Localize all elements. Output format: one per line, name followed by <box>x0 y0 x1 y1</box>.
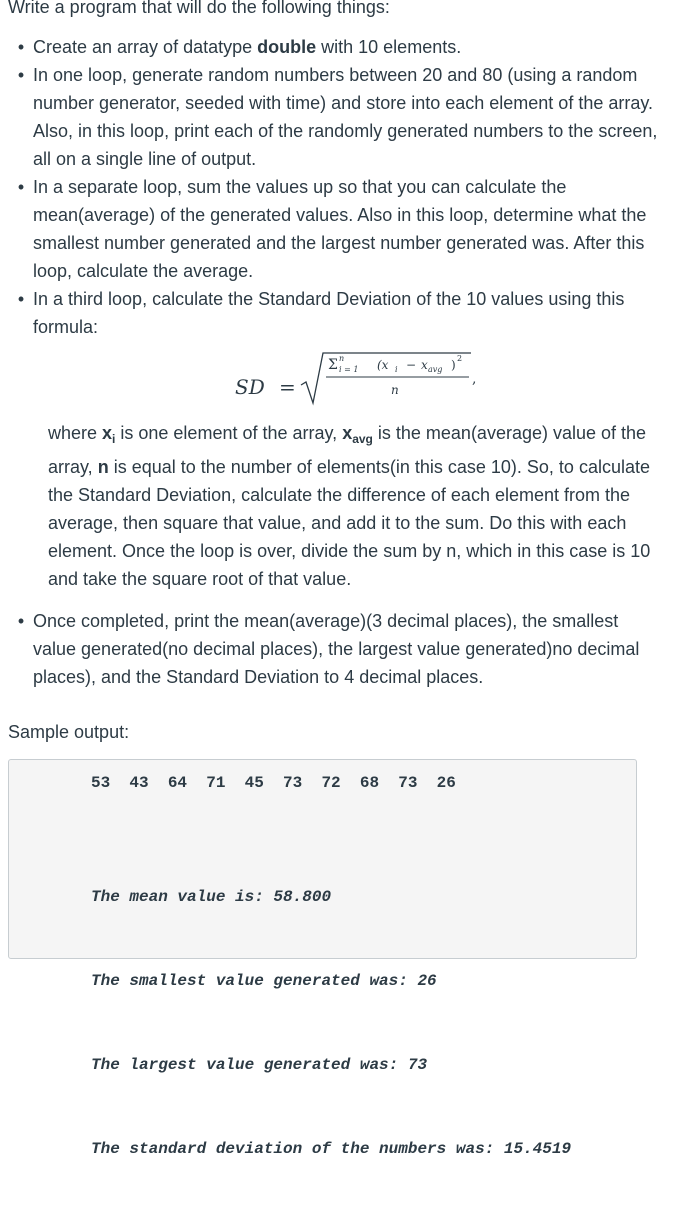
formula-lhs: SD <box>235 375 265 399</box>
sample-output-code-block <box>8 759 637 1158</box>
sum-upper-limit: n <box>339 354 345 363</box>
term-subscript: i <box>395 365 398 374</box>
bullet-icon: • <box>17 37 25 57</box>
explain-text: is the mean(average) value of the array, <box>48 423 647 477</box>
sample-output-label: Sample output: <box>8 722 130 742</box>
explain-var-xavg-subscript: avg <box>352 432 373 446</box>
sum-symbol: Σ <box>328 357 338 373</box>
term-minus: − <box>406 358 417 372</box>
output-lines <box>91 827 571 1219</box>
explain-var-xi: x <box>102 423 113 443</box>
intro-heading: Write a program that will do the following things: <box>8 0 390 17</box>
sd-formula <box>33 341 660 415</box>
formula-equals: = <box>279 375 296 399</box>
explain-var-n: n <box>97 457 109 477</box>
term-power: 2 <box>457 354 463 363</box>
explain-var-xi-subscript: i <box>112 432 116 446</box>
output-line-mean: The mean value is: 58.800 <box>91 888 332 906</box>
term-xavg-subscript: avg <box>428 365 443 374</box>
generated-numbers-line: 53 43 64 71 45 73 72 68 73 26 <box>91 774 456 792</box>
task-item <box>0 607 660 691</box>
explain-text: is equal to the number of elements(in this case 10). So, to calculate the Standard Deviation, calculate the difference of each element from the average, then square that value, and add it to the sum. Do this with each element. Once the loop is over, divide the sum by n, which in this case is 10 and take the square root of that value. <box>48 457 651 589</box>
explain-var-xavg: x <box>342 423 353 443</box>
bullet-icon: • <box>17 611 25 631</box>
task-item <box>0 285 660 593</box>
task-text: In a separate loop, sum the values up so that you can calculate the mean(average) of the generated values. Also in this loop, determine what the smallest number generated and the largest number generated was. After this loop, calculate the average. <box>33 177 647 281</box>
output-line-stddev: The standard deviation of the numbers was: 15.4519 <box>91 1140 572 1158</box>
formula-comma: , <box>472 371 477 387</box>
output-line-largest: The largest value generated was: 73 <box>91 1056 428 1074</box>
task-text: Once completed, print the mean(average)(3 decimal places), the smallest value generated(no decimal places), the largest value generated)no decimal places), and the Standard Deviation to 4 decimal places. <box>33 611 640 687</box>
task-list <box>0 33 660 691</box>
explain-text: where <box>48 423 103 443</box>
formula-denominator: n <box>391 383 399 397</box>
formula-explanation <box>48 419 660 593</box>
task-text: Create an array of datatype <box>33 37 258 57</box>
task-item <box>0 173 660 285</box>
term-close: ) <box>451 358 456 372</box>
task-text: with 10 elements. <box>316 37 462 57</box>
task-bold-text: double <box>257 37 317 57</box>
bullet-icon: • <box>17 289 25 309</box>
term-xavg: x <box>421 358 428 372</box>
sum-lower-limit: i = 1 <box>339 365 359 374</box>
task-text: In a third loop, calculate the Standard Deviation of the 10 values using this formula: <box>33 289 625 337</box>
task-item <box>0 33 660 61</box>
bullet-icon: • <box>17 65 25 85</box>
task-text: In one loop, generate random numbers between 20 and 80 (using a random number generator, seeded with time) and store into each element of the array. Also, in this loop, print each of the randomly generated numbers to the screen, all on a single line of output. <box>33 65 658 169</box>
output-line-smallest: The smallest value generated was: 26 <box>91 972 437 990</box>
term-open: (x <box>377 358 389 372</box>
explain-text: is one element of the array, <box>115 423 343 443</box>
bullet-icon: • <box>17 177 25 197</box>
formula-graphic <box>193 347 493 417</box>
task-item <box>0 61 660 173</box>
